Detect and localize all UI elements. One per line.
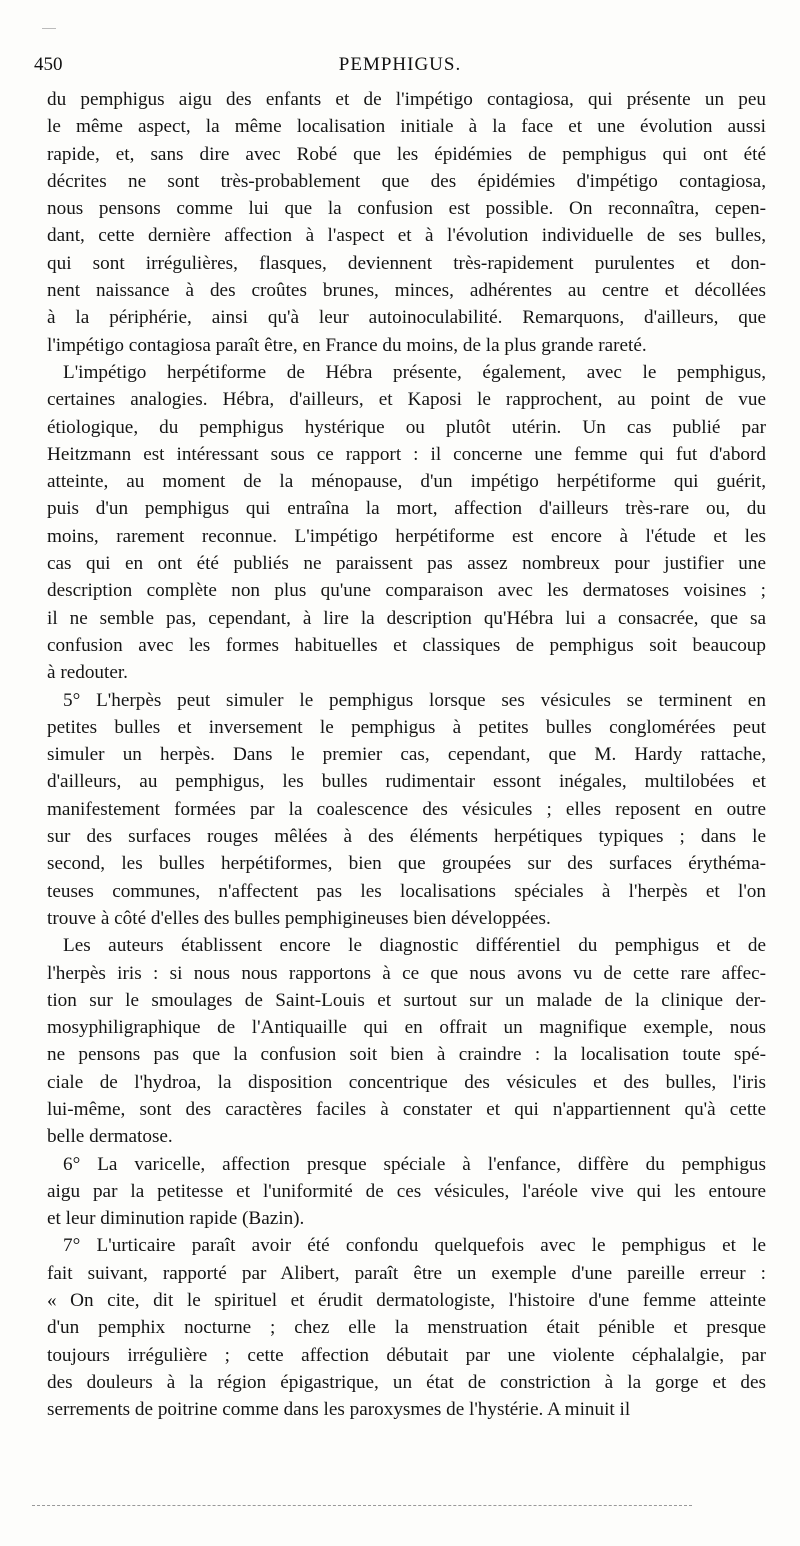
text-line: belle dermatose. — [47, 1126, 173, 1148]
text-line: second, les bulles herpétiformes, bien que groupées sur des surfaces érythéma- — [47, 853, 766, 875]
text-line: nent naissance à des croûtes brunes, minces, adhérentes au centre et décollées — [47, 280, 766, 302]
text-line: fait suivant, rapporté par Alibert, paraît être un exemple d'une pareille erreur : — [47, 1262, 766, 1284]
running-title: PEMPHIGUS. — [338, 54, 462, 75]
text-line: certaines analogies. Hébra, d'ailleurs, et Kaposi le rapprochent, au point de vue — [47, 389, 766, 411]
text-line: d'un pemphix nocturne ; chez elle la menstruation était pénible et presque — [47, 1317, 766, 1339]
bottom-rule — [32, 1505, 692, 1506]
text-line: dant, cette dernière affection à l'aspect et à l'évolution individuelle de ses bulles, — [47, 225, 766, 247]
page-number: 450 — [34, 54, 63, 75]
text-line: Les auteurs établissent encore le diagnostic différentiel du pemphigus et de — [63, 935, 766, 957]
text-line: 7° L'urticaire paraît avoir été confondu quelquefois avec le pemphigus et le — [63, 1235, 766, 1257]
text-line: qui sont irrégulières, flasques, deviennent très-rapidement purulentes et don- — [47, 252, 766, 274]
text-line: serrements de poitrine comme dans les paroxysmes de l'hystérie. A minuit il — [47, 1399, 631, 1421]
text-line: lui-même, sont des caractères faciles à constater et qui n'appartiennent qu'à cette — [47, 1098, 766, 1120]
text-line: aigu par la petitesse et l'uniformité de ces vésicules, l'aréole vive qui les entoure — [47, 1180, 766, 1202]
text-line: atteinte, au moment de la ménopause, d'un impétigo herpétiforme qui guérit, — [47, 471, 766, 493]
text-line: « On cite, dit le spirituel et érudit dermatologiste, l'histoire d'une femme atteinte — [47, 1290, 766, 1312]
text-line: étiologique, du pemphigus hystérique ou plutôt utérin. Un cas publié par — [47, 416, 766, 438]
text-line: décrites ne sont très-probablement que des épidémies d'impétigo contagiosa, — [47, 170, 766, 192]
text-line: moins, rarement reconnue. L'impétigo herpétiforme est encore à l'étude et les — [47, 525, 766, 547]
text-line: mosyphiligraphique de l'Antiquaille qui en offrait un magnifique exemple, nous — [47, 1017, 766, 1039]
text-line: l'impétigo contagiosa paraît être, en France du moins, de la plus grande rareté. — [47, 334, 647, 356]
text-line: puis d'un pemphigus qui entraîna la mort, affection d'ailleurs très-rare ou, du — [47, 498, 766, 520]
text-line: description complète non plus qu'une comparaison avec les dermatoses voisines ; — [47, 580, 766, 602]
text-line: à la périphérie, ainsi qu'à leur autoinoculabilité. Remarquons, d'ailleurs, que — [47, 307, 766, 329]
text-line: du pemphigus aigu des enfants et de l'impétigo contagiosa, qui présente un peu — [47, 89, 766, 110]
text-line: manifestement formées par la coalescence des vésicules ; elles reposent en outre — [47, 798, 766, 820]
text-line: et leur diminution rapide (Bazin). — [47, 1208, 305, 1230]
body-text — [47, 86, 766, 1424]
text-line: cas qui en ont été publiés ne paraissent pas assez nombreux pour justifier une — [47, 553, 766, 575]
text-line: sur des surfaces rouges mêlées à des éléments herpétiques typiques ; dans le — [47, 826, 766, 848]
text-line: Heitzmann est intéressant sous ce rapport : il concerne une femme qui fut d'abord — [47, 443, 766, 465]
text-line: 5° L'herpès peut simuler le pemphigus lorsque ses vésicules se terminent en — [63, 689, 766, 711]
text-line: nous pensons comme lui que la confusion est possible. On reconnaîtra, cepen- — [47, 198, 766, 220]
text-line: le même aspect, la même localisation initiale à la face et une évolution aussi — [47, 116, 766, 138]
text-line: petites bulles et inversement le pemphigus à petites bulles conglomérées peut — [47, 716, 766, 738]
text-line: l'herpès iris : si nous nous rapportons à ce que nous avons vu de cette rare affec- — [47, 962, 766, 984]
text-line: rapide, et, sans dire avec Robé que les épidémies de pemphigus qui ont été — [47, 143, 766, 165]
text-line: il ne semble pas, cependant, à lire la description qu'Hébra lui a consacrée, que sa — [47, 607, 766, 629]
text-line: confusion avec les formes habituelles et classiques de pemphigus soit beaucoup — [47, 634, 766, 656]
text-line: toujours irrégulière ; cette affection débutait par une violente céphalalgie, par — [47, 1344, 766, 1366]
page-mark — [42, 28, 56, 31]
text-line: ne pensons pas que la confusion soit bien à craindre : la localisation toute spé- — [47, 1044, 766, 1066]
text-line: L'impétigo herpétiforme de Hébra présente, également, avec le pemphigus, — [63, 361, 766, 383]
text-line: des douleurs à la région épigastrique, un état de constriction à la gorge et des — [47, 1371, 766, 1393]
text-line: à redouter. — [47, 662, 128, 684]
text-line: 6° La varicelle, affection presque spéciale à l'enfance, diffère du pemphigus — [63, 1153, 766, 1175]
text-line: simuler un herpès. Dans le premier cas, cependant, que M. Hardy rattache, — [47, 744, 766, 766]
page-header — [32, 54, 768, 82]
text-line: d'ailleurs, au pemphigus, les bulles rudimentair essont inégales, multilobées et — [47, 771, 766, 793]
text-line: tion sur le smoulages de Saint-Louis et surtout sur un malade de la clinique der- — [47, 989, 766, 1011]
text-line: teuses communes, n'affectent pas les localisations spéciales à l'herpès et l'on — [47, 880, 766, 902]
text-line: trouve à côté d'elles des bulles pemphigineuses bien développées. — [47, 907, 551, 929]
text-line: ciale de l'hydroa, la disposition concentrique des vésicules et des bulles, l'iris — [47, 1071, 766, 1093]
